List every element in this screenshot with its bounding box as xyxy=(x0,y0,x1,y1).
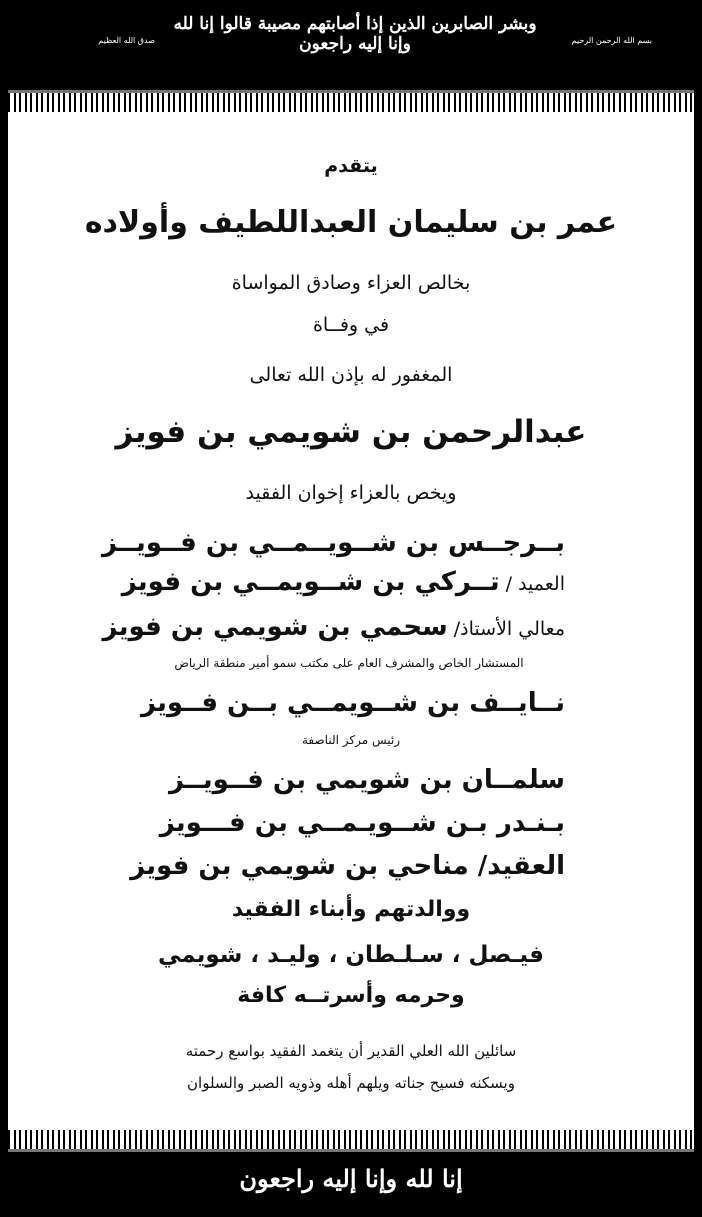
brother-7 xyxy=(130,851,565,882)
mother-children-text: ووالدتهم وأبناء الفقيد xyxy=(231,897,471,922)
brother-5 xyxy=(169,765,565,796)
deceased-name: عبدالرحمن بن شويمي بن فويز xyxy=(115,414,587,450)
brother-3-note: المستشار الخاص والمشرف العام على مكتب سمو أمير منطقة الرياض xyxy=(174,656,524,670)
brother-name: العقيد/ مناحي بن شويمي بن فويز xyxy=(130,851,565,881)
ornament-border-top xyxy=(8,90,694,112)
sender-name: عمر بن سليمان العبداللطيف وأولاده xyxy=(84,205,618,240)
prayer-line-2: ويسكنه فسيح جناته ويلهم أهله وذويه الصبر والسلوان xyxy=(187,1074,515,1092)
children-names: فيـصل ، سـلـطان ، وليـد ، شويمي xyxy=(158,942,544,968)
brother-name: نــايــف بن شــويمــي بــن فــويز xyxy=(140,688,565,718)
brother-name: تــركي بن شــويمــي بن فويز xyxy=(121,567,500,597)
brother-4 xyxy=(141,688,565,719)
sadaqa: صدق الله العظيم xyxy=(98,36,155,45)
brother-2 xyxy=(122,567,565,598)
brothers-intro: ويخص بالعزاء إخوان الفقيد xyxy=(245,482,457,504)
brother-name: بـنـدر بـن شــويـمــي بن فـــويز xyxy=(159,808,565,838)
brother-name: سحمي بن شويمي بن فويز xyxy=(102,612,448,642)
brother-name: سلمــان بن شويمي بن فــويــز xyxy=(168,765,565,795)
brother-title: معالي الأستاذ/ xyxy=(447,618,565,640)
brother-title: العميد / xyxy=(499,573,565,595)
footer-verse: إنا لله وإنا إليه راجعون xyxy=(239,1164,463,1193)
wife-family-text: وحرمه وأسرتــه كافة xyxy=(237,983,465,1008)
basmala: بسم الله الرحمن الرحيم xyxy=(571,36,652,45)
brother-6 xyxy=(160,808,565,839)
condolence-text: بخالص العزاء وصادق المواساة xyxy=(231,272,471,294)
on-death-text: في وفــاة xyxy=(312,314,390,336)
prayer-line-1: سائلين الله العلي القدير أن يتغمد الفقيد بواسع رحمته xyxy=(185,1042,517,1060)
header-verse: وبشر الصابرين الذين إذا أصابتهم مصيبة قالوا إنا لله وإنا إليه راجعون xyxy=(173,14,537,55)
late-text: المغفور له بإذن الله تعالى xyxy=(249,364,453,386)
ornament-border-bottom xyxy=(8,1130,694,1152)
brother-3 xyxy=(103,612,565,643)
brother-1 xyxy=(102,528,565,559)
brother-name: بــرجــس بن شــويــمــي بن فــويــز xyxy=(102,528,565,558)
brother-4-note: رئيس مركز الناصفة xyxy=(301,733,401,747)
presents-text: يتقدم xyxy=(324,155,378,177)
